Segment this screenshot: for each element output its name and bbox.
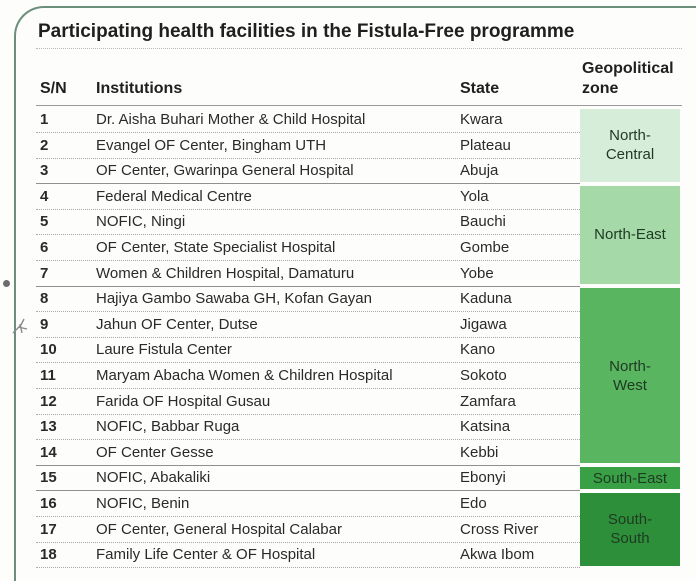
table-row: [36, 337, 580, 363]
table-row: [36, 363, 580, 389]
row-institution: Evangel OF Center, Bingham UTH: [96, 136, 327, 154]
pen-mark-icon: [10, 315, 32, 337]
header-institutions: Institutions: [96, 80, 183, 97]
table-row: [36, 389, 580, 415]
table-row: [36, 491, 580, 517]
row-institution: OF Center, State Specialist Hospital: [96, 239, 336, 256]
row-state: Kebbi: [460, 443, 499, 461]
row-state: Ebonyi: [460, 469, 506, 487]
row-sn: 7: [40, 264, 49, 282]
row-state: Zamfara: [460, 392, 516, 410]
row-institution: Federal Medical Centre: [96, 187, 252, 205]
row-institution: OF Center, General Hospital Calabar: [96, 520, 342, 538]
row-state: Akwa Ibom: [460, 546, 535, 564]
row-state: Cross River: [460, 520, 539, 538]
table-row: [36, 235, 580, 261]
row-institution: Hajiya Gambo Sawaba GH, Kofan Gayan: [96, 290, 372, 308]
row-sn: 15: [40, 469, 57, 487]
row-sn: 13: [40, 418, 57, 436]
table-row: [36, 414, 580, 440]
row-sn: 3: [40, 162, 49, 180]
row-sn: 17: [40, 520, 57, 538]
zone-block: [580, 186, 680, 284]
row-state: Plateau: [460, 136, 511, 154]
row-state: Kwara: [460, 111, 503, 128]
row-state: Katsina: [460, 418, 511, 436]
zone-label: South-East: [592, 469, 668, 487]
row-sn: 5: [40, 213, 49, 231]
row-institution: Laure Fistula Center: [96, 341, 232, 359]
row-institution: Jahun OF Center, Dutse: [96, 315, 258, 333]
table-row: [36, 517, 580, 543]
row-state: Gombe: [460, 239, 510, 256]
zone-block: [580, 109, 680, 182]
row-sn: 12: [40, 392, 57, 410]
row-state: Abuja: [460, 162, 499, 180]
zone-block: [580, 288, 680, 463]
row-sn: 2: [40, 136, 49, 154]
table-row: [36, 107, 580, 133]
zone-block: [580, 493, 680, 566]
row-institution: NOFIC, Ningi: [96, 213, 186, 231]
row-institution: Maryam Abacha Women & Children Hospital: [96, 367, 393, 384]
zone-label: North- West: [609, 357, 651, 394]
table-row: [36, 184, 580, 210]
table-row: [36, 465, 580, 491]
table-row: [36, 286, 580, 312]
row-sn: 14: [40, 443, 57, 461]
header-state: State: [460, 80, 500, 97]
row-sn: 9: [40, 315, 49, 333]
row-institution: OF Center Gesse: [96, 443, 214, 461]
zone-label: North-East: [594, 226, 666, 244]
row-sn: 18: [40, 546, 57, 564]
row-sn: 11: [40, 367, 56, 384]
row-state: Kaduna: [460, 290, 512, 308]
row-sn: 16: [40, 495, 57, 512]
table-title: Participating health facilities in the Fistula-Free programme: [38, 21, 575, 42]
row-sn: 6: [40, 239, 49, 256]
row-institution: Farida OF Hospital Gusau: [96, 392, 271, 410]
row-state: Bauchi: [460, 213, 506, 231]
row-state: Yobe: [460, 264, 494, 282]
row-state: Sokoto: [460, 367, 507, 384]
header-zone-line2: zone: [582, 80, 619, 97]
row-state: Yola: [460, 187, 489, 205]
margin-dot: [3, 280, 10, 287]
header-divider: [36, 105, 682, 106]
title-divider: [36, 48, 682, 49]
table-row: [36, 542, 580, 568]
row-institution: Women & Children Hospital, Damaturu: [96, 264, 355, 282]
table-row: [36, 261, 580, 287]
row-institution: NOFIC, Abakaliki: [96, 469, 211, 487]
row-institution: NOFIC, Babbar Ruga: [96, 418, 240, 436]
row-sn: 1: [40, 111, 49, 128]
zone-block: [580, 467, 680, 489]
header-sn: S/N: [40, 80, 67, 97]
row-institution: NOFIC, Benin: [96, 495, 190, 512]
header-zone-line1: Geopolitical: [582, 60, 674, 77]
row-sn: 4: [40, 187, 49, 205]
row-institution: Family Life Center & OF Hospital: [96, 546, 316, 564]
row-institution: OF Center, Gwarinpa General Hospital: [96, 162, 354, 180]
zone-label: South- South: [607, 511, 653, 548]
row-sn: 10: [40, 341, 57, 359]
table-row: [36, 440, 580, 466]
table-row: [36, 312, 580, 338]
row-state: Kano: [460, 341, 496, 359]
row-state: Edo: [460, 495, 487, 512]
row-sn: 8: [40, 290, 49, 308]
table-row: [36, 209, 580, 235]
table-row: [36, 133, 580, 159]
table-row: [36, 158, 580, 184]
row-state: Jigawa: [460, 315, 507, 333]
row-institution: Dr. Aisha Buhari Mother & Child Hospital: [96, 111, 366, 128]
zone-label: North- Central: [605, 127, 655, 164]
